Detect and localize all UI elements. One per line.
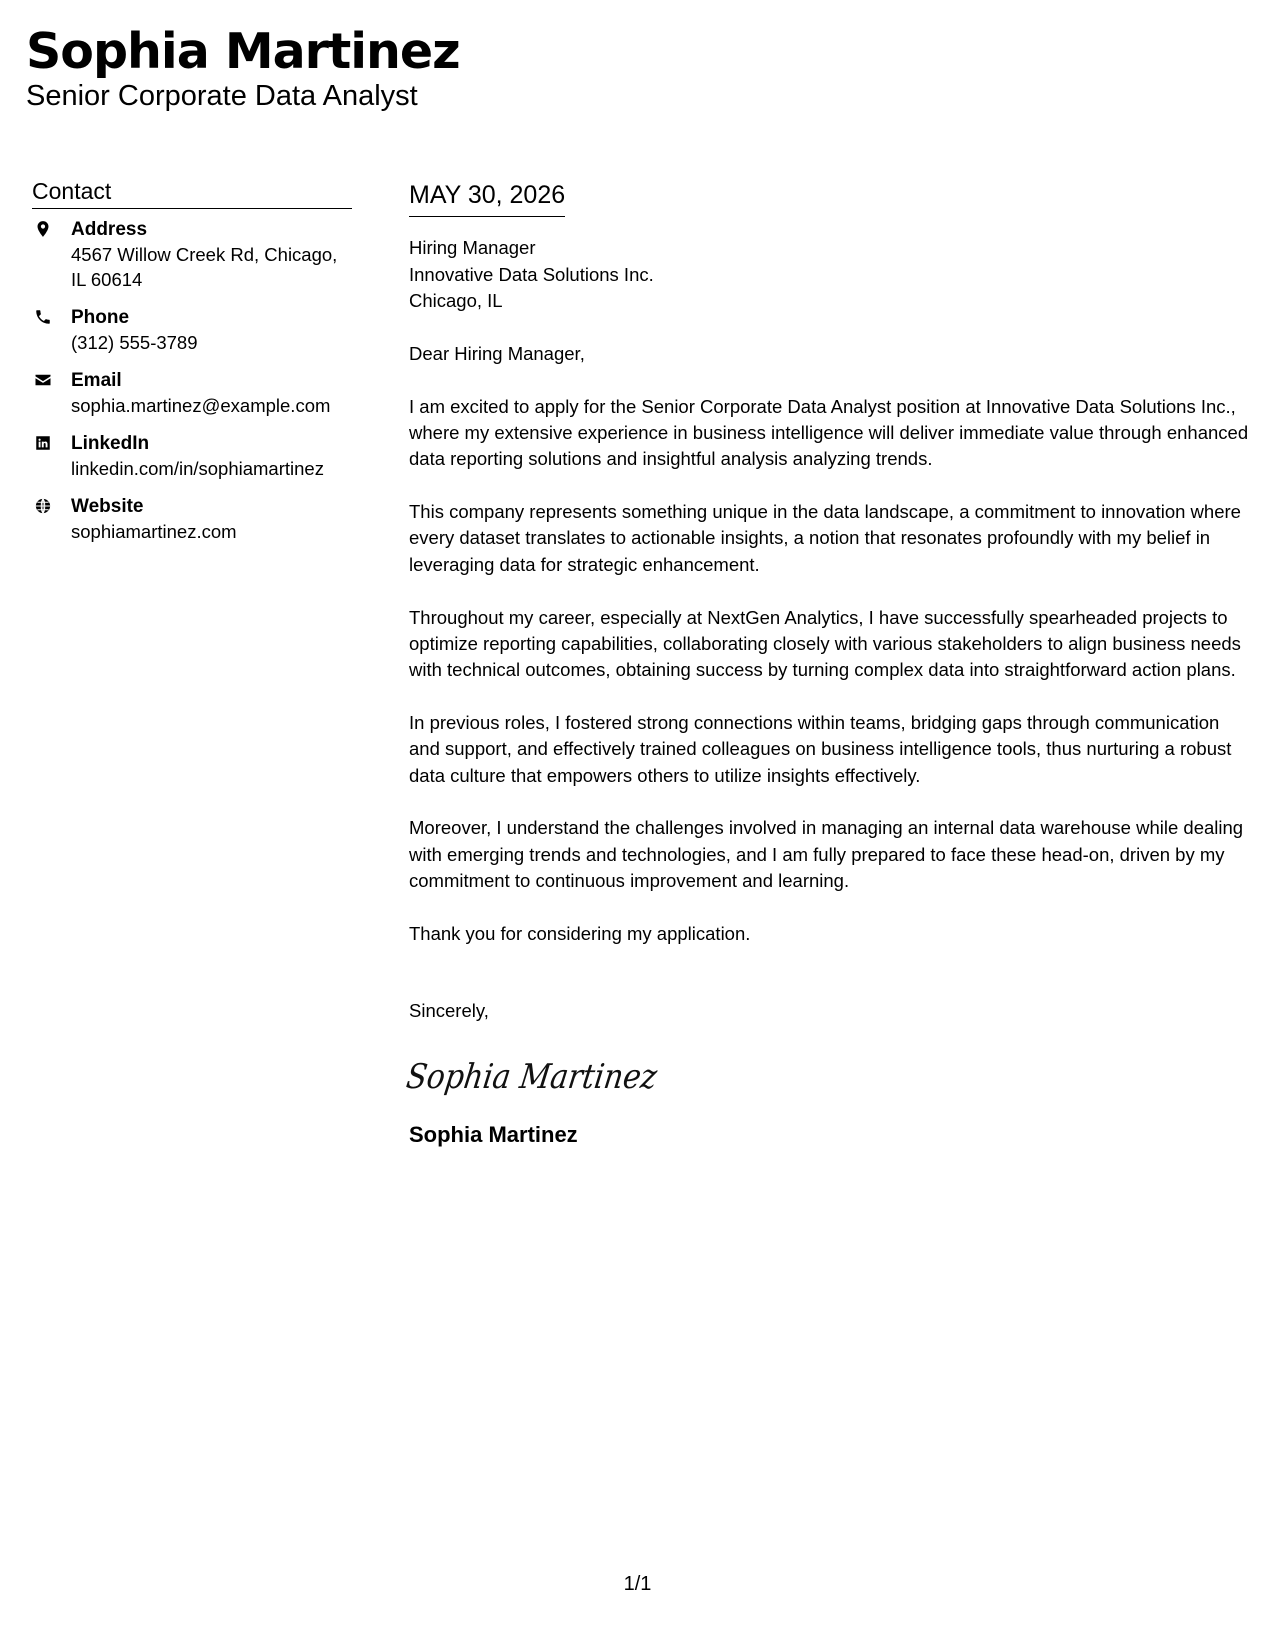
contact-value-address: 4567 Willow Creek Rd, Chicago, IL 60614 [71,244,338,290]
handwritten-signature [403,1046,695,1102]
contact-value-linkedin[interactable]: linkedin.com/in/sophiamartinez [71,458,324,479]
contact-item-linkedin [32,432,352,481]
applicant-name: Sophia Martinez [26,23,460,80]
recipient-line: Hiring Manager [409,237,536,258]
contact-value-phone: (312) 555-3789 [71,332,198,353]
signature-image [403,1046,1251,1106]
map-pin-icon [34,220,52,238]
contact-item-phone [32,306,352,355]
contact-item-address [32,218,352,292]
contact-label-website: Website [71,496,144,517]
letter-paragraph: Throughout my career, especially at NextGen Analytics, I have successfully spearheaded projects to optimize reporting capabilities, collaborating closely with various stakeholders to align business needs with technical outcomes, obtaining success by turning complex data into straightforward action plans. [409,606,1241,681]
recipient-line: Chicago, IL [409,290,503,311]
letter-paragraph: In previous roles, I fostered strong connections within teams, bridging gaps through communication and support, and effectively trained colleagues on business intelligence tools, thus nurturing a robust data culture that empowers others to utilize insights effectively. [409,711,1232,786]
letter-paragraph: Moreover, I understand the challenges involved in managing an internal data warehouse while dealing with emerging trends and technologies, and I am fully prepared to face these head-on, driven by my commitment to continuous improvement and learning. [409,817,1244,891]
letter-paragraph: Thank you for considering my application. [409,922,751,944]
globe-icon [34,497,52,515]
contact-sidebar [32,176,352,558]
cover-letter [403,178,1251,1150]
contact-value-website[interactable]: sophiamartinez.com [71,521,237,542]
contact-item-website [32,495,352,544]
closing: Sincerely, [409,999,489,1021]
letter-date: MAY 30, 2026 [409,178,565,217]
page-number: 1/1 [623,1573,652,1595]
linkedin-icon [34,434,52,452]
contact-heading: Contact [32,176,352,209]
salutation: Dear Hiring Manager, [409,343,585,364]
phone-icon [34,308,52,326]
envelope-icon [34,371,52,389]
contact-label-email: Email [71,370,122,391]
signed-name: Sophia Martinez [409,1121,578,1147]
letter-paragraph: I am excited to apply for the Senior Corporate Data Analyst position at Innovative Data Solutions Inc., where my extensive experience in business intelligence will deliver immediate value through enhanced data reporting solutions and insightful analysis analyzing trends. [409,395,1249,470]
applicant-title: Senior Corporate Data Analyst [26,80,418,112]
header [26,22,460,112]
contact-label-linkedin: LinkedIn [71,433,150,454]
recipient-line: Innovative Data Solutions Inc. [409,263,654,285]
contact-value-email[interactable]: sophia.martinez@example.com [71,395,331,416]
signature-text: Sophia Martinez [403,1056,695,1097]
contact-item-email [32,369,352,418]
letter-paragraph: This company represents something unique in the data landscape, a commitment to innovation where every dataset translates to actionable insights, a notion that resonates profoundly with my belief in leveraging data for strategic enhancement. [409,501,1241,575]
contact-label-phone: Phone [71,307,130,328]
contact-label-address: Address [71,219,148,240]
recipient-block [409,235,1251,315]
